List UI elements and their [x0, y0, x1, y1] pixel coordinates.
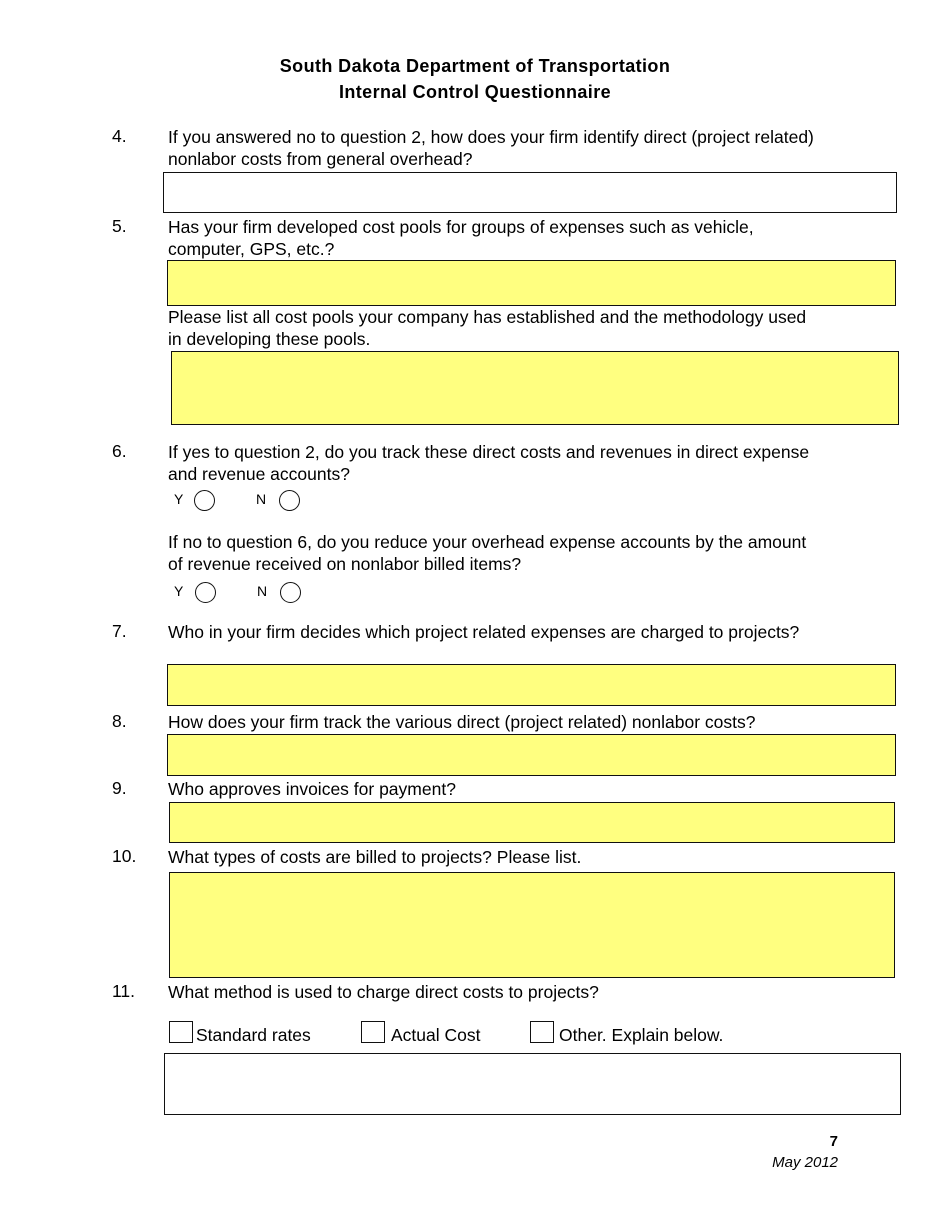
question-8-text: How does your firm track the various direct (project related) nonlabor costs?	[168, 712, 756, 732]
standard-rates-checkbox[interactable]	[169, 1021, 193, 1043]
question-9-text: Who approves invoices for payment?	[168, 779, 456, 799]
revision-date: May 2012	[772, 1154, 838, 1171]
question-4-answer-field[interactable]	[163, 172, 897, 213]
q6-no-label: N	[256, 491, 267, 507]
other-label: Other. Explain below.	[559, 1025, 724, 1045]
document-subtitle: Internal Control Questionnaire	[338, 82, 612, 102]
question-6-subtext: If no to question 6, do you reduce your overhead expense accounts by the amount of revenue received on nonlabor billed items?	[168, 532, 807, 574]
q6b-no-radio[interactable]	[280, 582, 301, 603]
question-5-number: 5.	[112, 216, 127, 236]
page-number: 7	[829, 1133, 838, 1150]
question-6-text: If yes to question 2, do you track these direct costs and revenues in direct expense and revenue accounts?	[168, 442, 810, 484]
question-4-text: If you answered no to question 2, how does your firm identify direct (project related) nonlabor costs from general overhead?	[168, 127, 814, 169]
q6b-yes-radio[interactable]	[195, 582, 216, 603]
question-5-text: Has your firm developed cost pools for groups of expenses such as vehicle, computer, GPS, etc.?	[168, 217, 754, 259]
standard-rates-label: Standard rates	[196, 1025, 311, 1045]
question-7-text: Who in your firm decides which project related expenses are charged to projects?	[168, 622, 800, 642]
question-11-number: 11.	[112, 981, 136, 1001]
actual-cost-label: Actual Cost	[391, 1025, 481, 1045]
q6-no-radio[interactable]	[279, 490, 300, 511]
q6b-yes-label: Y	[174, 583, 184, 599]
document-title: South Dakota Department of Transportation	[279, 56, 671, 76]
question-5-subtext: Please list all cost pools your company has established and the methodology used in developing these pools.	[168, 307, 807, 349]
q6-yes-radio[interactable]	[194, 490, 215, 511]
question-9-answer-field[interactable]	[169, 802, 895, 843]
cost-pools-answer-field[interactable]	[171, 351, 899, 425]
question-11-text: What method is used to charge direct costs to projects?	[168, 982, 599, 1002]
question-10-number: 10.	[112, 846, 137, 866]
q6b-no-label: N	[257, 583, 268, 599]
question-5-answer-field[interactable]	[167, 260, 896, 306]
question-10-answer-field[interactable]	[169, 872, 895, 978]
actual-cost-checkbox[interactable]	[361, 1021, 385, 1043]
question-7-answer-field[interactable]	[167, 664, 896, 706]
question-7-number: 7.	[112, 621, 127, 641]
question-6-number: 6.	[112, 441, 127, 461]
question-4-number: 4.	[112, 126, 127, 146]
q6-yes-label: Y	[174, 491, 184, 507]
other-checkbox[interactable]	[530, 1021, 554, 1043]
question-8-number: 8.	[112, 711, 127, 731]
question-11-explain-field[interactable]	[164, 1053, 901, 1115]
question-9-number: 9.	[112, 778, 127, 798]
question-8-answer-field[interactable]	[167, 734, 896, 776]
question-10-text: What types of costs are billed to projects? Please list.	[168, 847, 582, 867]
